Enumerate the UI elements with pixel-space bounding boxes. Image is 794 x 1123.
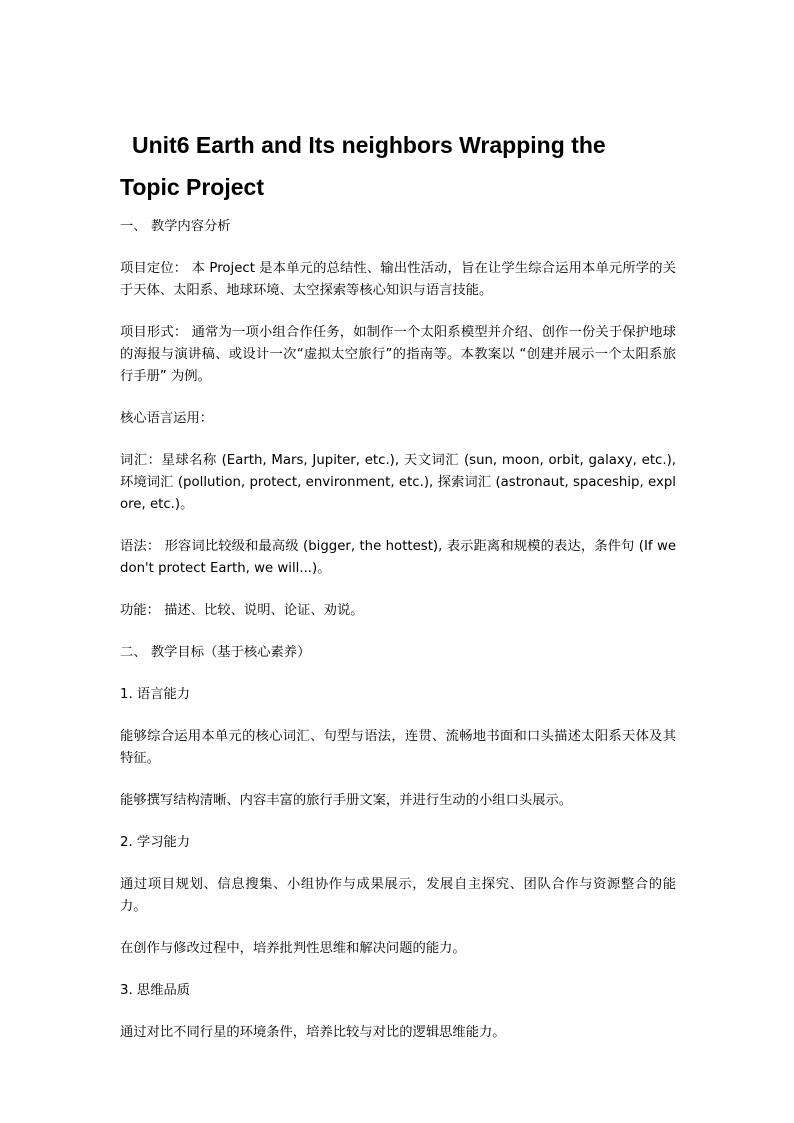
function-paragraph: 功能： 描述、比较、说明、论证、劝说。 [120,603,364,618]
project-positioning-paragraph: 项目定位： 本 Project 是本单元的总结性、输出性活动，旨在让学生综合运用本单元所学的关于天体、太阳系、地球环境、太空探索等核心知识与语言技能。 [120,261,676,298]
subsection-language-heading: 1. 语言能力 [120,687,191,702]
document-page [120,124,676,1044]
project-form-paragraph: 项目形式： 通常为一项小组合作任务，如制作一个太阳系模型并介绍、创作一份关于保护地球的海报与演讲稿、或设计一次“虚拟太空旅行”的指南等。本教案以 “创建并展示一个太阳系旅行手册” 为例。 [120,325,676,384]
grammar-paragraph: 语法： 形容词比较级和最高级 (bigger, the hottest), 表示距离和规模的表达，条件句 (If we don't protect Earth, we will...)。 [120,539,676,576]
language-goal-1: 能够综合运用本单元的核心词汇、句型与语法，连贯、流畅地书面和口头描述太阳系天体及其特征。 [120,729,676,766]
subsection-thinking-heading: 3. 思维品质 [120,983,191,998]
section-2-heading: 二、 教学目标（基于核心素养） [120,645,311,660]
core-language-heading: 核心语言运用： [120,411,214,426]
subsection-learning-heading: 2. 学习能力 [120,835,191,850]
vocabulary-paragraph: 词汇：星球名称 (Earth, Mars, Jupiter, etc.), 天文词汇 (sun, moon, orbit, galaxy, etc.), 环境词汇 (pollution, protect, environment, etc.), 探索词汇 (astronaut, spaceship, explore, etc.)。 [120,453,676,512]
title-line-2: Topic Project [120,174,264,200]
document-title [120,124,676,208]
title-line-1: Unit6 Earth and Its neighbors Wrapping the [132,132,606,158]
learning-goal-2: 在创作与修改过程中，培养批判性思维和解决问题的能力。 [120,941,466,956]
section-1-heading: 一、 教学内容分析 [120,219,231,234]
learning-goal-1: 通过项目规划、信息搜集、小组协作与成果展示，发展自主探究、团队合作与资源整合的能力。 [120,877,676,914]
language-goal-2: 能够撰写结构清晰、内容丰富的旅行手册文案，并进行生动的小组口头展示。 [120,793,573,808]
thinking-goal-1: 通过对比不同行星的环境条件，培养比较与对比的逻辑思维能力。 [120,1025,506,1040]
